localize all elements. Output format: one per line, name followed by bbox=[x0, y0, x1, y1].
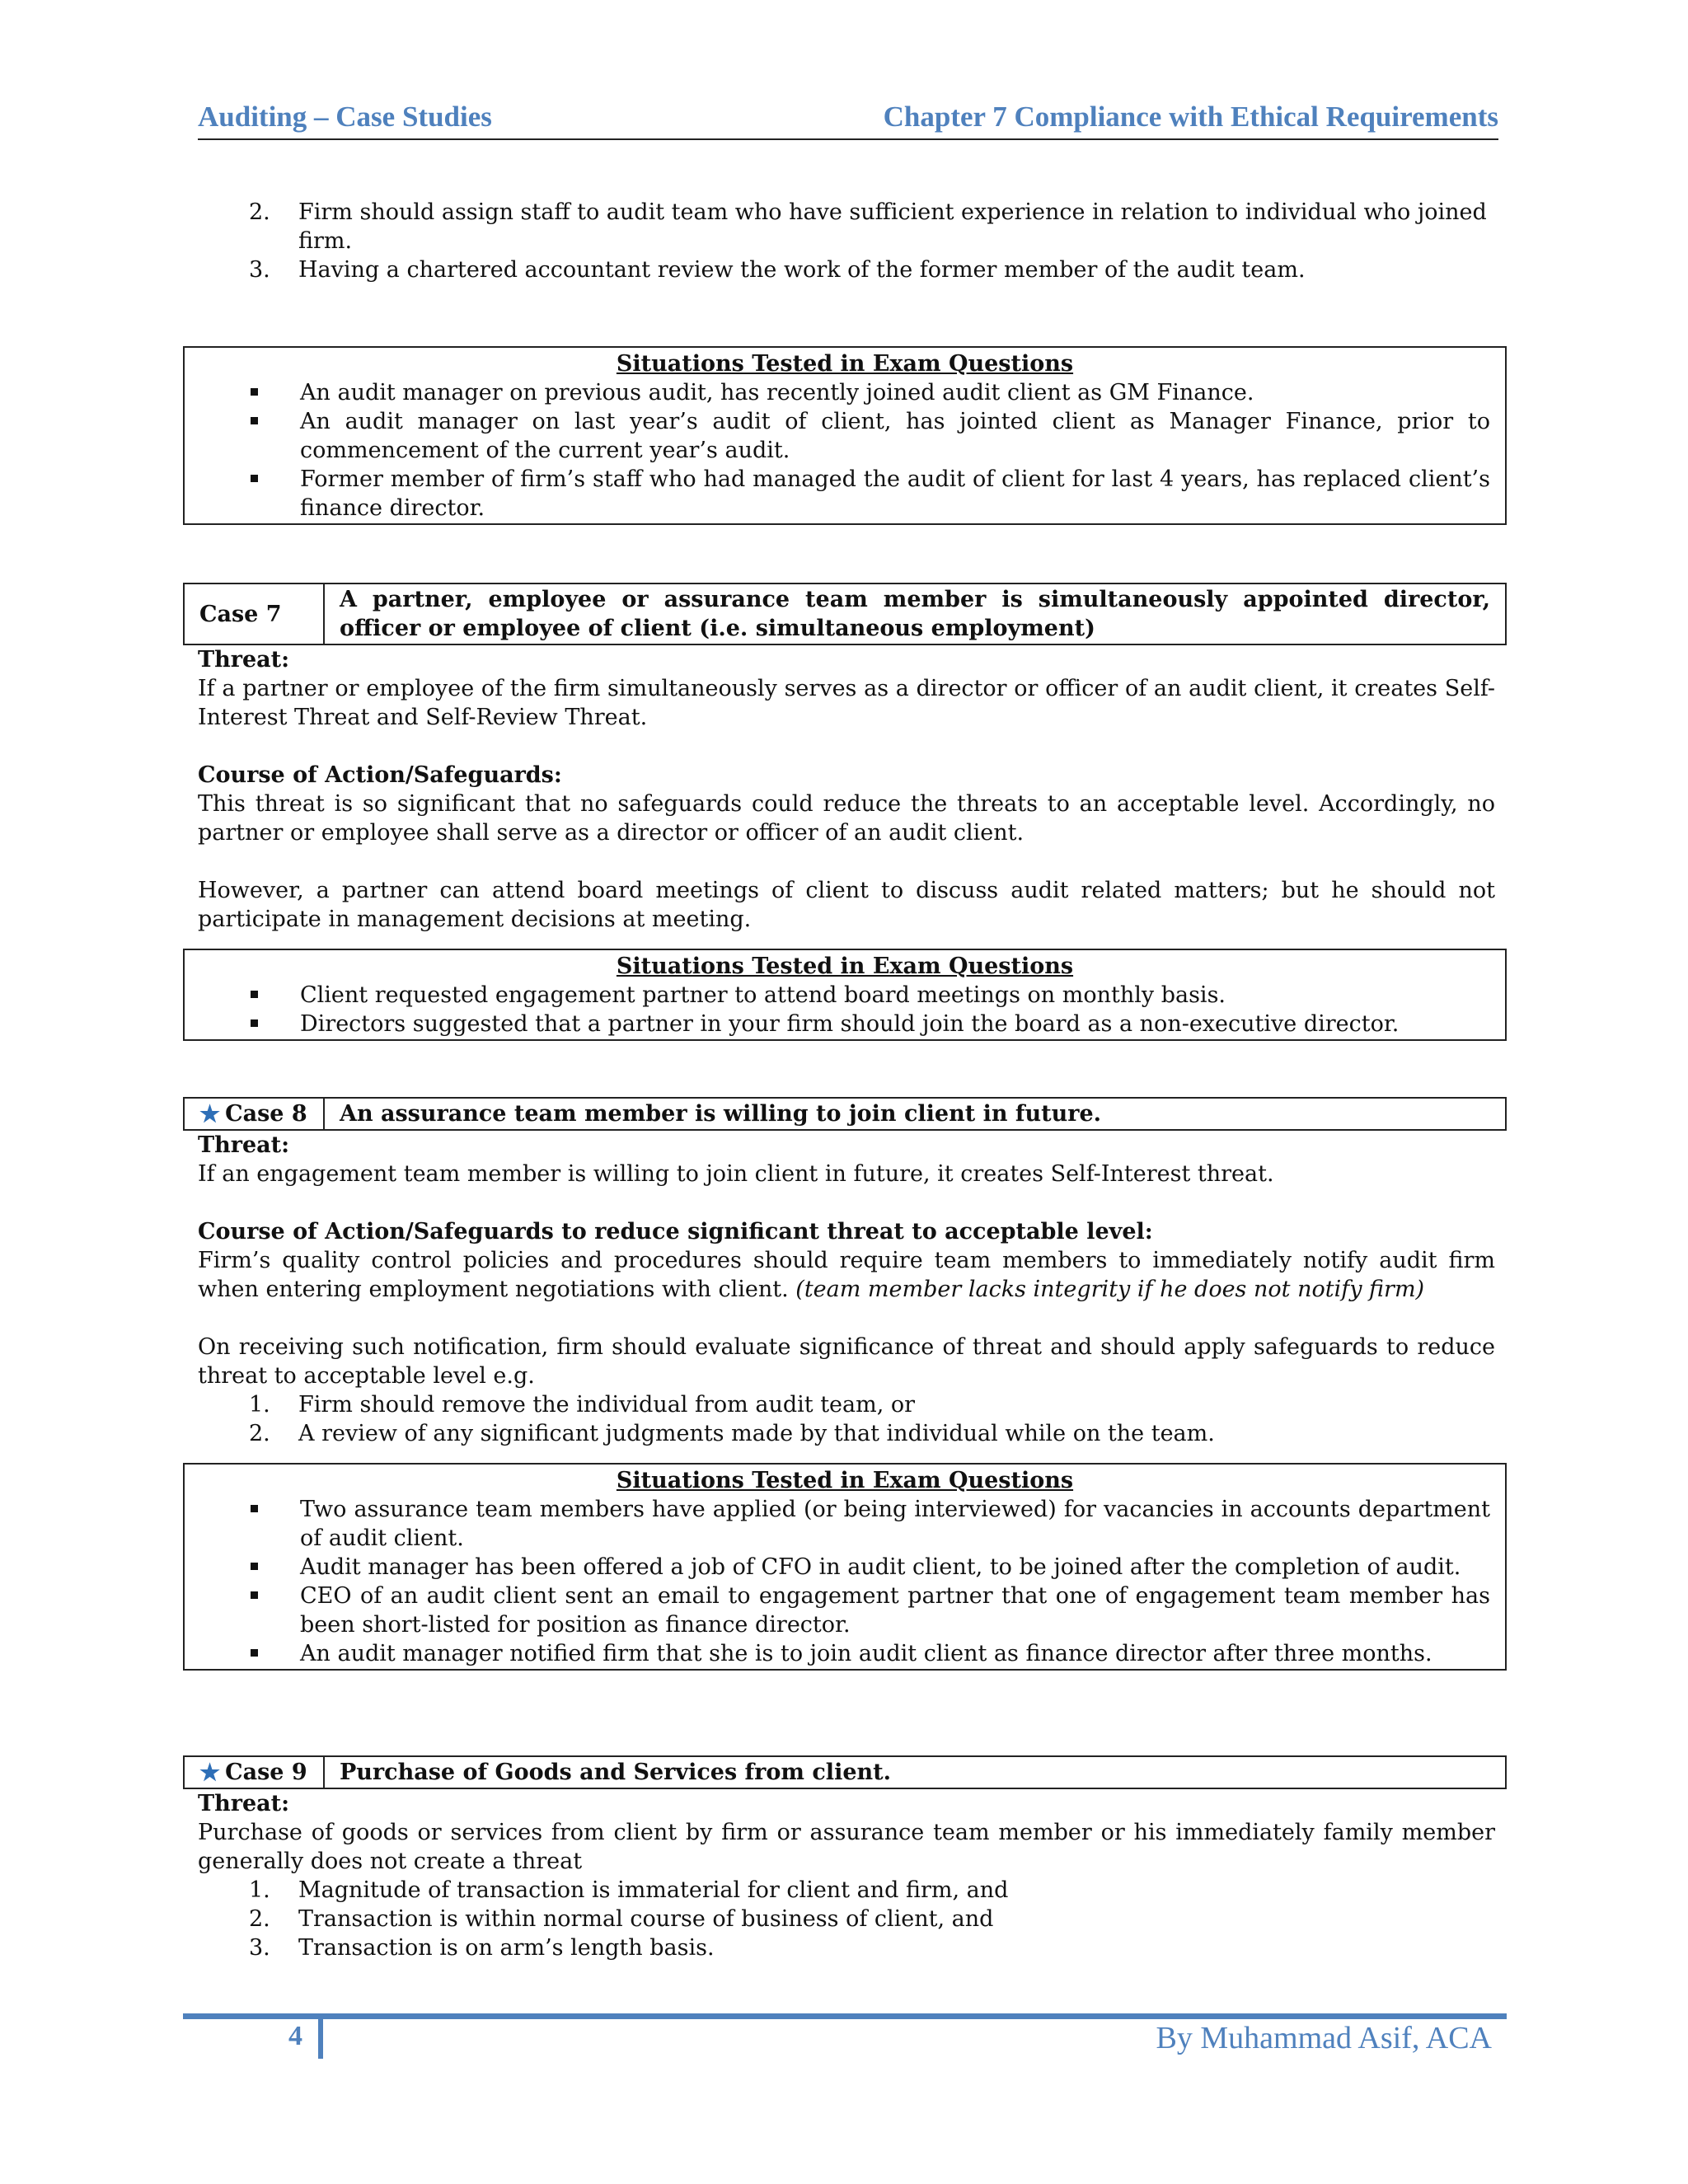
list-item: 2. Firm should assign staff to audit team who have sufficient experience in relation to individual who joined firm. bbox=[249, 199, 1487, 254]
case-label: Case 7 bbox=[185, 584, 325, 644]
list-item: 1. Magnitude of transaction is immaterial for client and firm, and bbox=[249, 1877, 1009, 1903]
list-item: Former member of firm’s staff who had managed the audit of client for last 4 years, has replaced client’s finance director. bbox=[199, 465, 1490, 523]
square-bullet-icon bbox=[251, 1019, 258, 1027]
list-item: An audit manager on last year’s audit of client, has jointed client as Manager Finance, prior to commencement of the current year’s audit. bbox=[199, 407, 1490, 465]
list-item: An audit manager on previous audit, has recently joined audit client as GM Finance. bbox=[199, 378, 1490, 407]
threat-heading: Threat: bbox=[198, 1132, 290, 1158]
footer-divider bbox=[318, 2019, 323, 2059]
case-label: ★ Case 9 bbox=[185, 1757, 325, 1788]
list-item: 2. Transaction is within normal course of business of client, and bbox=[249, 1906, 994, 1932]
page-number: 4 bbox=[288, 2021, 302, 2051]
however-text: However, a partner can attend board meetings of client to discuss audit related matters; but he should not participate in management decisions at meeting. bbox=[198, 878, 1495, 932]
situations-box-3 bbox=[183, 1463, 1507, 1671]
list-item: 3. Having a chartered accountant review the work of the former member of the audit team. bbox=[249, 257, 1306, 283]
square-bullet-icon bbox=[251, 1591, 258, 1599]
case-label: ★ Case 8 bbox=[185, 1099, 325, 1129]
case-title: Purchase of Goods and Services from client. bbox=[340, 1760, 892, 1785]
list-item: An audit manager notified firm that she is to join audit client as finance director after three months. bbox=[199, 1639, 1490, 1668]
notification-text: On receiving such notification, firm should evaluate significance of threat and should apply safeguards to reduce threat to acceptable level e.g. bbox=[198, 1334, 1495, 1389]
star-icon: ★ bbox=[199, 1759, 221, 1786]
list-item: Two assurance team members have applied (or being interviewed) for vacancies in accounts department of audit client. bbox=[199, 1495, 1490, 1553]
case-9-list bbox=[198, 1876, 1495, 1962]
situations-box-1 bbox=[183, 346, 1507, 525]
square-bullet-icon bbox=[251, 417, 258, 424]
case-8-list bbox=[198, 1390, 1495, 1448]
list-item: 3. Transaction is on arm’s length basis. bbox=[249, 1935, 715, 1961]
list-item: Audit manager has been offered a job of CFO in audit client, to be joined after the completion of audit. bbox=[199, 1553, 1490, 1582]
square-bullet-icon bbox=[251, 1563, 258, 1570]
star-icon: ★ bbox=[199, 1100, 221, 1127]
list-item: CEO of an audit client sent an email to engagement partner that one of engagement team member has been short-listed for position as finance director. bbox=[199, 1582, 1490, 1639]
action-text: Firm’s quality control policies and procedures should require team members to immediately notify audit firm when entering employment negotiations with client. (team member lacks integrity if he does not notify firm) bbox=[198, 1248, 1495, 1302]
square-bullet-icon bbox=[251, 991, 258, 998]
page-body bbox=[198, 198, 1495, 1962]
list-item: 2. A review of any significant judgments made by that individual while on the team. bbox=[249, 1421, 1215, 1446]
threat-heading: Threat: bbox=[198, 647, 290, 673]
list-item: Directors suggested that a partner in your firm should join the board as a non-executive director. bbox=[199, 1010, 1490, 1038]
square-bullet-icon bbox=[251, 1649, 258, 1657]
case-title: An assurance team member is willing to join client in future. bbox=[340, 1101, 1102, 1127]
square-bullet-icon bbox=[251, 1505, 258, 1512]
action-heading: Course of Action/Safeguards: bbox=[198, 762, 562, 788]
header-chapter-title: Chapter 7 Compliance with Ethical Requirements bbox=[883, 101, 1498, 133]
action-note: (team member lacks integrity if he does not notify firm) bbox=[795, 1277, 1425, 1302]
threat-text: Purchase of goods or services from client by firm or assurance team member or his immediately family member generally does not create a threat bbox=[198, 1820, 1495, 1874]
page-header bbox=[198, 97, 1498, 140]
action-heading: Course of Action/Safeguards to reduce significant threat to acceptable level: bbox=[198, 1219, 1153, 1244]
case-7-header bbox=[183, 583, 1507, 645]
footer-author: By Muhammad Asif, ACA bbox=[1156, 2021, 1492, 2055]
case-8-header bbox=[183, 1097, 1507, 1131]
square-bullet-icon bbox=[251, 475, 258, 482]
threat-text: If a partner or employee of the firm simultaneously serves as a director or officer of an audit client, it creates Self-Interest Threat and Self-Review Threat. bbox=[198, 676, 1495, 730]
intro-list bbox=[198, 198, 1495, 284]
list-item: Client requested engagement partner to attend board meetings on monthly basis. bbox=[199, 981, 1490, 1010]
square-bullet-icon bbox=[251, 388, 258, 396]
case-title: A partner, employee or assurance team member is simultaneously appointed director, officer or employee of client (i.e. simultaneous employment) bbox=[340, 587, 1490, 641]
header-book-title: Auditing – Case Studies bbox=[198, 101, 492, 133]
situations-title: Situations Tested in Exam Questions bbox=[616, 1468, 1074, 1493]
list-item: 1. Firm should remove the individual from audit team, or bbox=[249, 1392, 916, 1418]
situations-box-2 bbox=[183, 949, 1507, 1041]
case-9-header bbox=[183, 1755, 1507, 1789]
footer-rule bbox=[183, 2013, 1507, 2019]
situations-title: Situations Tested in Exam Questions bbox=[616, 954, 1074, 979]
situations-title: Situations Tested in Exam Questions bbox=[616, 351, 1074, 377]
threat-heading: Threat: bbox=[198, 1791, 290, 1816]
threat-text: If an engagement team member is willing to join client in future, it creates Self-Interest threat. bbox=[198, 1161, 1274, 1187]
action-text: This threat is so significant that no safeguards could reduce the threats to an acceptable level. Accordingly, no partner or employee shall serve as a director or officer of an audit client. bbox=[198, 791, 1495, 846]
